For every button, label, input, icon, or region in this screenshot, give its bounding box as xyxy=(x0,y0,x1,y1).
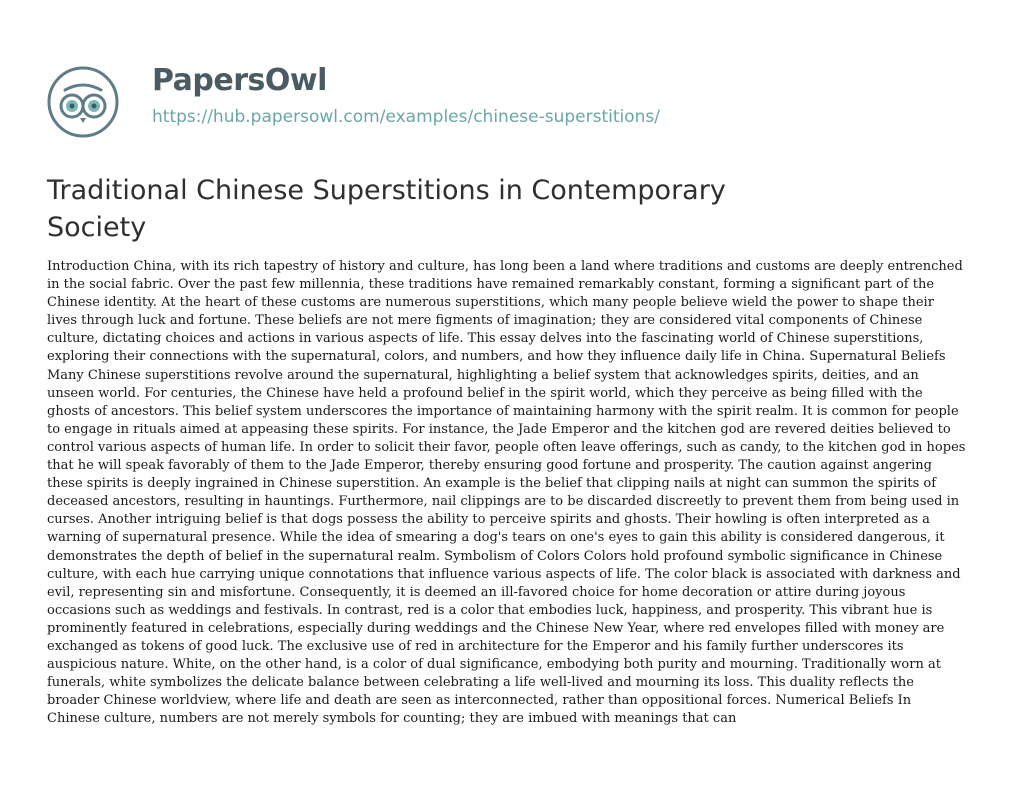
brand-name[interactable]: PapersOwl xyxy=(152,63,327,98)
essay-title: Traditional Chinese Superstitions in Contemporary Society xyxy=(47,175,726,243)
owl-eyes-logo-icon[interactable] xyxy=(47,66,119,138)
source-url-link[interactable]: https://hub.papersowl.com/examples/chinese-superstitions/ xyxy=(152,107,660,127)
essay-body: Introduction China, with its rich tapestry of history and culture, has long been a land where traditions and customs are deeply entrenched in the social fabric. Over the past few millennia, these traditions have remained remarkably constant, forming a significant part of the Chinese identity. At the heart of these customs are numerous superstitions, which many people believe wield the power to shape their lives through luck and fortune. These beliefs are not mere figments of imagination; they are considered vital components of Chinese culture, dictating choices and actions in various aspects of life. This essay delves into the fascinating world of Chinese superstitions, exploring their connections with the supernatural, colors, and numbers, and how they influence daily life in China. Supernatural Beliefs Many Chinese superstitions revolve around the supernatural, highlighting a belief system that acknowledges spirits, deities, and an unseen world. For centuries, the Chinese have held a profound belief in the spirit world, which they perceive as being filled with the ghosts of ancestors. This belief system underscores the importance of maintaining harmony with the spirit realm. It is common for people to engage in rituals aimed at appeasing these spirits. For instance, the Jade Emperor and the kitchen god are revered deities believed to control various aspects of human life. In order to solicit their favor, people often leave offerings, such as candy, to the kitchen god in hopes that he will speak favorably of them to the Jade Emperor, thereby ensuring good fortune and prosperity. The caution against angering these spirits is deeply ingrained in Chinese superstition. An example is the belief that clipping nails at night can summon the spirits of deceased ancestors, resulting in hauntings. Furthermore, nail clippings are to be discarded discreetly to prevent them from being used in curses. Another intriguing belief is that dogs possess the ability to perceive spirits and ghosts. Their howling is often interpreted as a warning of supernatural presence. While the idea of smearing a dog's tears on one's eyes to gain this ability is considered dangerous, it demonstrates the depth of belief in the supernatural realm. Symbolism of Colors Colors hold profound symbolic significance in Chinese culture, with each hue carrying unique connotations that influence various aspects of life. The color black is associated with darkness and evil, representing sin and misfortune. Consequently, it is deemed an ill-favored choice for home decoration or attire during joyous occasions such as weddings and festivals. In contrast, red is a color that embodies luck, happiness, and prosperity. This vibrant hue is prominently featured in celebrations, especially during weddings and the Chinese New Year, where red envelopes filled with money are exchanged as tokens of good luck. The exclusive use of red in architecture for the Emperor and his family further underscores its auspicious nature. White, on the other hand, is a color of dual significance, embodying both purity and mourning. Traditionally worn at funerals, white symbolizes the delicate balance between celebrating a life well-lived and mourning its loss. This duality reflects the broader Chinese worldview, where life and death are seen as interconnected, rather than oppositional forces. Numerical Beliefs In Chinese culture, numbers are not merely symbols for counting; they are imbued with meanings that can xyxy=(47,259,966,727)
